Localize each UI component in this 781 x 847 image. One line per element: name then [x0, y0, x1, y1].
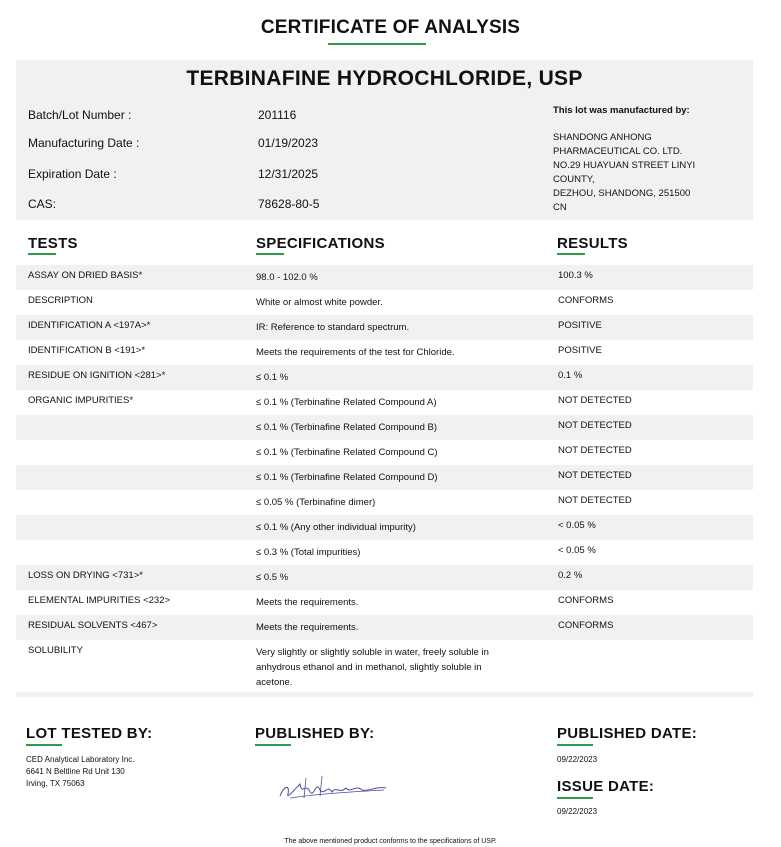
- analysis-table: [16, 265, 753, 694]
- manufacturing-date-label: Manufacturing Date :: [28, 136, 140, 150]
- result: NOT DETECTED: [558, 445, 632, 456]
- test-name: ASSAY ON DRIED BASIS*: [28, 270, 143, 281]
- table-row: [16, 340, 753, 365]
- table-row: [16, 640, 753, 694]
- result: NOT DETECTED: [558, 420, 632, 431]
- specification: ≤ 0.1 % (Terbinafine Related Compound B): [256, 422, 438, 433]
- table-row: [16, 290, 753, 315]
- title-underline: [328, 43, 426, 45]
- result: < 0.05 %: [558, 520, 596, 531]
- tests-header-underline: [28, 253, 56, 255]
- table-row: [16, 615, 753, 640]
- expiration-date-label: Expiration Date :: [28, 167, 117, 181]
- test-name: ELEMENTAL IMPURITIES <232>: [28, 595, 171, 606]
- batch-label: Batch/Lot Number :: [28, 108, 132, 122]
- table-row: [16, 415, 753, 440]
- result: CONFORMS: [558, 295, 614, 306]
- manufacturer-line: SHANDONG ANHONG: [553, 132, 652, 143]
- result: POSITIVE: [558, 320, 602, 331]
- manufacturer-heading: This lot was manufactured by:: [553, 105, 690, 116]
- lab-city: Irving, TX 75063: [26, 779, 85, 788]
- test-name: RESIDUAL SOLVENTS <467>: [28, 620, 158, 631]
- result: 100.3 %: [558, 270, 593, 281]
- test-name: IDENTIFICATION A <197A>*: [28, 320, 151, 331]
- result: NOT DETECTED: [558, 395, 632, 406]
- table-row: [16, 515, 753, 540]
- table-row: [16, 365, 753, 390]
- specification: Meets the requirements of the test for Chloride.: [256, 347, 455, 358]
- published-date-underline: [557, 744, 593, 746]
- issue-date-underline: [557, 797, 593, 799]
- specification: ≤ 0.05 % (Terbinafine dimer): [256, 497, 376, 508]
- specification: 98.0 - 102.0 %: [256, 272, 318, 283]
- issue-date-heading: ISSUE DATE:: [557, 778, 655, 795]
- result: POSITIVE: [558, 345, 602, 356]
- test-name: RESIDUE ON IGNITION <281>*: [28, 370, 166, 381]
- manufacturer-line: PHARMACEUTICAL CO. LTD.: [553, 146, 683, 157]
- table-row: [16, 540, 753, 565]
- lot-tested-by-underline: [26, 744, 62, 746]
- specification: Meets the requirements.: [256, 597, 359, 608]
- footer-note: The above mentioned product conforms to the specifications of USP.: [284, 838, 497, 845]
- result: NOT DETECTED: [558, 495, 632, 506]
- manufacturer-line: NO.29 HUAYUAN STREET LINYI: [553, 160, 696, 171]
- expiration-date-value: 12/31/2025: [258, 167, 319, 181]
- lab-address: 6641 N Beltline Rd Unit 130: [26, 767, 125, 776]
- specification: White or almost white powder.: [256, 297, 383, 308]
- manufacturer-line: DEZHOU, SHANDONG, 251500: [553, 188, 691, 199]
- cas-value: 78628-80-5: [258, 197, 320, 211]
- table-row: [16, 315, 753, 340]
- manufacturer-line: COUNTY,: [553, 174, 595, 185]
- cas-label: CAS:: [28, 197, 57, 211]
- test-name: DESCRIPTION: [28, 295, 93, 306]
- specification: IR: Reference to standard spectrum.: [256, 322, 410, 333]
- specification: ≤ 0.3 % (Total impurities): [256, 547, 361, 558]
- lab-name: CED Analytical Laboratory Inc.: [26, 755, 135, 764]
- table-row: [16, 390, 753, 415]
- signature-image: [276, 772, 391, 804]
- test-name: LOSS ON DRYING <731>*: [28, 570, 143, 581]
- specification: ≤ 0.1 % (Terbinafine Related Compound A): [256, 397, 437, 408]
- manufacturer-line: CN: [553, 202, 567, 213]
- result: 0.2 %: [558, 570, 583, 581]
- specification: ≤ 0.1 %: [256, 372, 289, 383]
- published-by-heading: PUBLISHED BY:: [255, 725, 375, 742]
- specification: ≤ 0.1 % (Any other individual impurity): [256, 522, 416, 533]
- specification: Very slightly or slightly soluble in water, freely soluble in anhydrous ethanol and in methanol, slightly soluble in acetone.: [256, 647, 489, 688]
- product-info-panel: [16, 60, 753, 220]
- result: CONFORMS: [558, 595, 614, 606]
- result: < 0.05 %: [558, 545, 596, 556]
- table-row: [16, 465, 753, 490]
- test-name: SOLUBILITY: [28, 645, 83, 656]
- results-header: RESULTS: [557, 235, 628, 252]
- specification: ≤ 0.5 %: [256, 572, 289, 583]
- test-name: ORGANIC IMPURITIES*: [28, 395, 134, 406]
- table-end-bar: [16, 692, 753, 697]
- published-by-underline: [255, 744, 291, 746]
- table-row: [16, 265, 753, 290]
- result: 0.1 %: [558, 370, 583, 381]
- issue-date-value: 09/22/2023: [557, 807, 598, 816]
- product-name: TERBINAFINE HYDROCHLORIDE, USP: [186, 67, 583, 90]
- manufacturing-date-value: 01/19/2023: [258, 136, 319, 150]
- specification: Meets the requirements.: [256, 622, 359, 633]
- specification: ≤ 0.1 % (Terbinafine Related Compound D): [256, 472, 438, 483]
- specifications-header-underline: [256, 253, 284, 255]
- table-row: [16, 565, 753, 590]
- test-name: IDENTIFICATION B <191>*: [28, 345, 146, 356]
- specifications-header: SPECIFICATIONS: [256, 235, 385, 252]
- tests-header: TESTS: [28, 235, 78, 252]
- lot-tested-by-heading: LOT TESTED BY:: [26, 725, 153, 742]
- published-date-value: 09/22/2023: [557, 755, 598, 764]
- batch-value: 201116: [258, 108, 297, 122]
- table-row: [16, 490, 753, 515]
- table-row: [16, 440, 753, 465]
- table-row: [16, 590, 753, 615]
- result: NOT DETECTED: [558, 470, 632, 481]
- specification: ≤ 0.1 % (Terbinafine Related Compound C): [256, 447, 438, 458]
- results-header-underline: [557, 253, 585, 255]
- document-title: CERTIFICATE OF ANALYSIS: [260, 17, 521, 38]
- published-date-heading: PUBLISHED DATE:: [557, 725, 698, 742]
- result: CONFORMS: [558, 620, 614, 631]
